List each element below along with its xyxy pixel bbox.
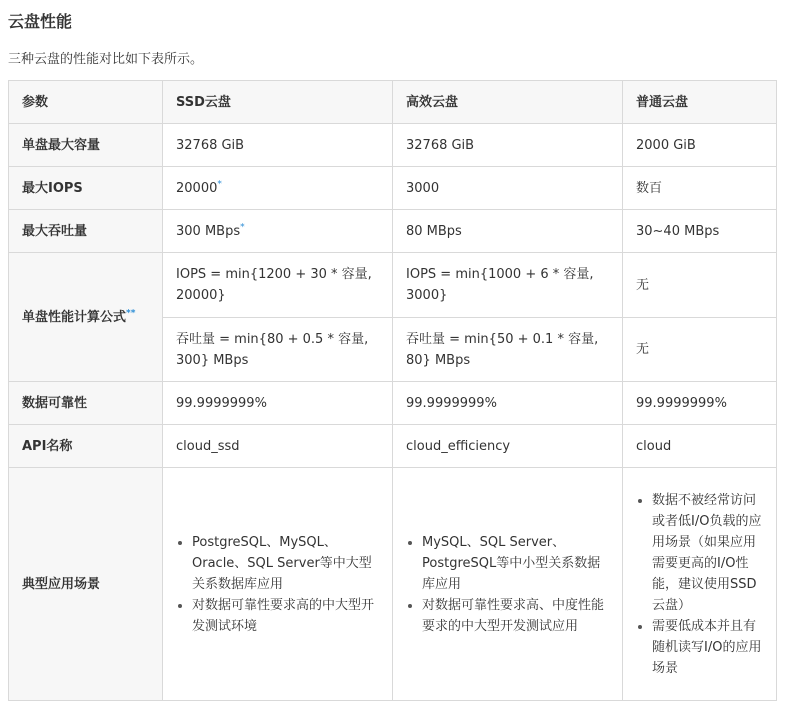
cell-efficiency: 99.9999999% [393, 382, 623, 425]
page-title: 云盘性能 [8, 12, 73, 31]
list-item: • 需要低成本并且有随机读写I/O的应用场景 [652, 616, 763, 679]
header-basic: 普通云盘 [623, 81, 777, 124]
list-item: • 对数据可靠性要求高的中大型开发测试环境 [192, 595, 379, 637]
bullet-list [406, 532, 609, 637]
cell-efficiency: 3000 [393, 167, 623, 210]
comparison-table [8, 80, 777, 701]
cell-efficiency: IOPS = min{1000 + 6 * 容量, 3000} [393, 253, 623, 318]
row-label: 最大IOPS [9, 167, 163, 210]
cell-efficiency: 32768 GiB [393, 124, 623, 167]
list-item: • 对数据可靠性要求高、中度性能要求的中大型开发测试应用 [422, 595, 609, 637]
table-row-iops [9, 167, 777, 210]
cell-ssd: 99.9999999% [163, 382, 393, 425]
cell-basic: 无 [623, 253, 777, 318]
cell-ssd: 32768 GiB [163, 124, 393, 167]
cell-basic: 99.9999999% [623, 382, 777, 425]
table-row-reliability [9, 382, 777, 425]
list-item: • 数据不被经常访问或者低I/O负载的应用场景（如果应用需要更高的I/O性能，建议使用SSD云盘） [652, 490, 763, 616]
row-label: 典型应用场景 [9, 468, 163, 701]
cell-ssd [163, 167, 393, 210]
table-row-api [9, 425, 777, 468]
list-item: • MySQL、SQL Server、PostgreSQL等中小型关系数据库应用 [422, 532, 609, 595]
row-label: API名称 [9, 425, 163, 468]
cell-value: 300 MBps [176, 223, 241, 239]
header-param: 参数 [9, 81, 163, 124]
cell-value: 20000 [176, 180, 218, 196]
cell-basic: 30~40 MBps [623, 210, 777, 253]
cell-basic: 无 [623, 318, 777, 382]
header-efficiency: 高效云盘 [393, 81, 623, 124]
footnote-link[interactable]: ** [126, 308, 136, 319]
cell-ssd: IOPS = min{1200 + 30 * 容量, 20000} [163, 253, 393, 318]
bullet-list [636, 490, 763, 679]
cell-ssd: cloud_ssd [163, 425, 393, 468]
cell-efficiency: 吞吐量 = min{50 + 0.1 * 容量, 80} MBps [393, 318, 623, 382]
table-row-scenarios [9, 468, 777, 701]
row-label-text: 单盘性能计算公式 [22, 309, 127, 325]
cell-efficiency: 80 MBps [393, 210, 623, 253]
table-row-capacity [9, 124, 777, 167]
cell-ssd [163, 468, 393, 701]
cell-efficiency: cloud_efficiency [393, 425, 623, 468]
cell-basic [623, 468, 777, 701]
table-row-formula-iops [9, 253, 777, 318]
header-ssd: SSD云盘 [163, 81, 393, 124]
cell-ssd [163, 210, 393, 253]
row-label: 单盘最大容量 [9, 124, 163, 167]
cell-basic: cloud [623, 425, 777, 468]
list-item: • PostgreSQL、MySQL、Oracle、SQL Server等中大型关系数据库应用 [192, 532, 379, 595]
row-label [9, 253, 163, 382]
cell-efficiency [393, 468, 623, 701]
cell-ssd: 吞吐量 = min{80 + 0.5 * 容量, 300} MBps [163, 318, 393, 382]
intro-text: 三种云盘的性能对比如下表所示。 [8, 52, 204, 67]
table-header-row [9, 81, 777, 124]
footnote-link[interactable]: * [240, 222, 245, 233]
bullet-list [176, 532, 379, 637]
table-row-throughput [9, 210, 777, 253]
row-label: 最大吞吐量 [9, 210, 163, 253]
row-label: 数据可靠性 [9, 382, 163, 425]
footnote-link[interactable]: * [217, 179, 222, 190]
cell-basic: 数百 [623, 167, 777, 210]
cell-basic: 2000 GiB [623, 124, 777, 167]
